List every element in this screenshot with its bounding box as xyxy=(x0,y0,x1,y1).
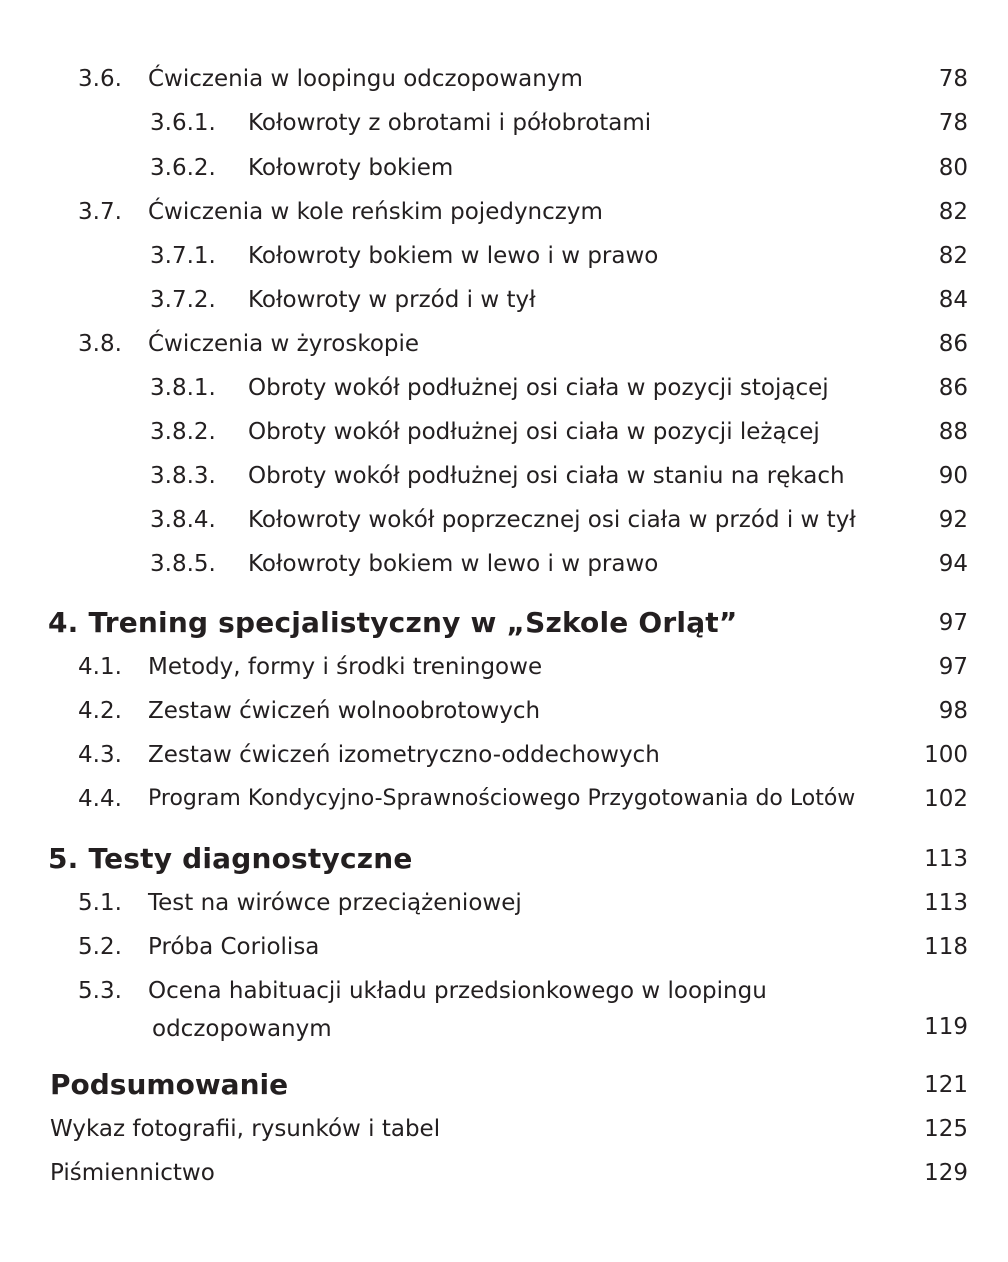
page-number: 98 xyxy=(938,698,968,724)
toc-entry[interactable] xyxy=(0,698,1008,742)
page-number: 97 xyxy=(938,610,968,636)
summary-title: Podsumowanie xyxy=(50,1068,289,1101)
page-number: 102 xyxy=(924,786,968,812)
toc-entry[interactable] xyxy=(0,890,1008,934)
section-title-continued: odczopowanym xyxy=(152,1016,332,1042)
section-title: Obroty wokół podłużnej osi ciała w pozycji leżącej xyxy=(248,419,820,445)
page-number: 94 xyxy=(938,551,968,577)
toc-entry[interactable] xyxy=(0,155,1008,199)
section-title: Kołowroty bokiem w lewo i w prawo xyxy=(248,551,659,577)
section-title: Kołowroty bokiem xyxy=(248,155,454,181)
page-number: 78 xyxy=(938,110,968,136)
toc-entry[interactable] xyxy=(0,654,1008,698)
section-title: Ćwiczenia w loopingu odczopowanym xyxy=(148,66,583,92)
toc-entry[interactable] xyxy=(0,419,1008,463)
section-title: Ćwiczenia w żyroskopie xyxy=(148,331,420,357)
section-title: Program Kondycyjno-Sprawnościowego Przygotowania do Lotów xyxy=(148,786,856,811)
toc-entry[interactable] xyxy=(0,507,1008,551)
page-number: 82 xyxy=(938,199,968,225)
page-number: 113 xyxy=(924,890,968,916)
section-title: Kołowroty bokiem w lewo i w prawo xyxy=(248,243,659,269)
chapter-title-text: Trening specjalistyczny w „Szkole Orląt” xyxy=(88,606,738,639)
section-title: Zestaw ćwiczeń izometryczno-oddechowych xyxy=(148,742,660,768)
page-number: 86 xyxy=(938,375,968,401)
section-title: Kołowroty z obrotami i półobrotami xyxy=(248,110,652,136)
section-title: Test na wirówce przeciążeniowej xyxy=(148,890,522,916)
section-number: 3.7.1. xyxy=(150,243,216,269)
page-number: 119 xyxy=(924,1014,968,1040)
toc-entry[interactable] xyxy=(0,331,1008,375)
section-number: 5.1. xyxy=(78,890,122,916)
page-number: 121 xyxy=(924,1072,968,1098)
toc-entry[interactable] xyxy=(0,742,1008,786)
section-number: 5.2. xyxy=(78,934,122,960)
page-number: 80 xyxy=(938,155,968,181)
section-title: Obroty wokół podłużnej osi ciała w staniu na rękach xyxy=(248,463,845,489)
section-number: 3.8. xyxy=(78,331,122,357)
section-title: Zestaw ćwiczeń wolnoobrotowych xyxy=(148,698,541,724)
section-number: 3.7.2. xyxy=(150,287,216,313)
section-number: 3.8.1. xyxy=(150,375,216,401)
chapter-entry[interactable] xyxy=(0,606,1008,650)
section-number: 3.8.3. xyxy=(150,463,216,489)
section-number: 3.8.2. xyxy=(150,419,216,445)
toc-entry[interactable] xyxy=(0,934,1008,978)
toc-entry[interactable] xyxy=(0,66,1008,110)
section-number: 3.6.2. xyxy=(150,155,216,181)
toc-entry[interactable] xyxy=(0,551,1008,595)
chapter-number: 4. xyxy=(48,606,79,639)
section-number: 4.3. xyxy=(78,742,122,768)
toc-entry[interactable] xyxy=(0,786,1008,830)
page-number: 97 xyxy=(938,654,968,680)
section-number: 4.1. xyxy=(78,654,122,680)
back-matter-entry[interactable] xyxy=(0,1160,1008,1204)
section-number: 3.6.1. xyxy=(150,110,216,136)
back-matter-entry[interactable] xyxy=(0,1068,1008,1112)
page-number: 113 xyxy=(924,846,968,872)
section-number: 4.4. xyxy=(78,786,122,812)
page-number: 125 xyxy=(924,1116,968,1142)
chapter-number: 5. xyxy=(48,842,79,875)
back-matter-entry[interactable] xyxy=(0,1116,1008,1160)
section-number: 5.3. xyxy=(78,978,122,1004)
page-number: 78 xyxy=(938,66,968,92)
page-number: 118 xyxy=(924,934,968,960)
toc-entry[interactable] xyxy=(0,243,1008,287)
chapter-entry[interactable] xyxy=(0,842,1008,886)
page-number: 100 xyxy=(924,742,968,768)
chapter-title-text: Testy diagnostyczne xyxy=(88,842,413,875)
chapter-title xyxy=(48,606,738,639)
page-number: 92 xyxy=(938,507,968,533)
section-title: Obroty wokół podłużnej osi ciała w pozycji stojącej xyxy=(248,375,829,401)
page-number: 90 xyxy=(938,463,968,489)
page-number: 86 xyxy=(938,331,968,357)
section-title: Kołowroty w przód i w tył xyxy=(248,287,536,313)
toc-entry[interactable] xyxy=(0,199,1008,243)
toc-entry[interactable] xyxy=(0,978,1008,1058)
section-title: Ocena habituacji układu przedsionkowego w loopingu xyxy=(148,978,767,1004)
toc-entry[interactable] xyxy=(0,463,1008,507)
list-of-figures-title: Wykaz fotografii, rysunków i tabel xyxy=(50,1116,441,1142)
section-number: 3.6. xyxy=(78,66,122,92)
bibliography-title: Piśmiennictwo xyxy=(50,1160,215,1186)
section-title: Metody, formy i środki treningowe xyxy=(148,654,543,680)
page-number: 84 xyxy=(938,287,968,313)
toc-entry[interactable] xyxy=(0,375,1008,419)
toc-entry[interactable] xyxy=(0,110,1008,154)
section-number: 3.8.4. xyxy=(150,507,216,533)
page-number: 88 xyxy=(938,419,968,445)
chapter-title xyxy=(48,842,413,875)
section-title: Ćwiczenia w kole reńskim pojedynczym xyxy=(148,199,603,225)
section-title: Próba Coriolisa xyxy=(148,934,320,960)
section-number: 4.2. xyxy=(78,698,122,724)
section-number: 3.8.5. xyxy=(150,551,216,577)
section-number: 3.7. xyxy=(78,199,122,225)
section-title: Kołowroty wokół poprzecznej osi ciała w przód i w tył xyxy=(248,507,856,533)
page-number: 82 xyxy=(938,243,968,269)
page-number: 129 xyxy=(924,1160,968,1186)
toc-entry[interactable] xyxy=(0,287,1008,331)
